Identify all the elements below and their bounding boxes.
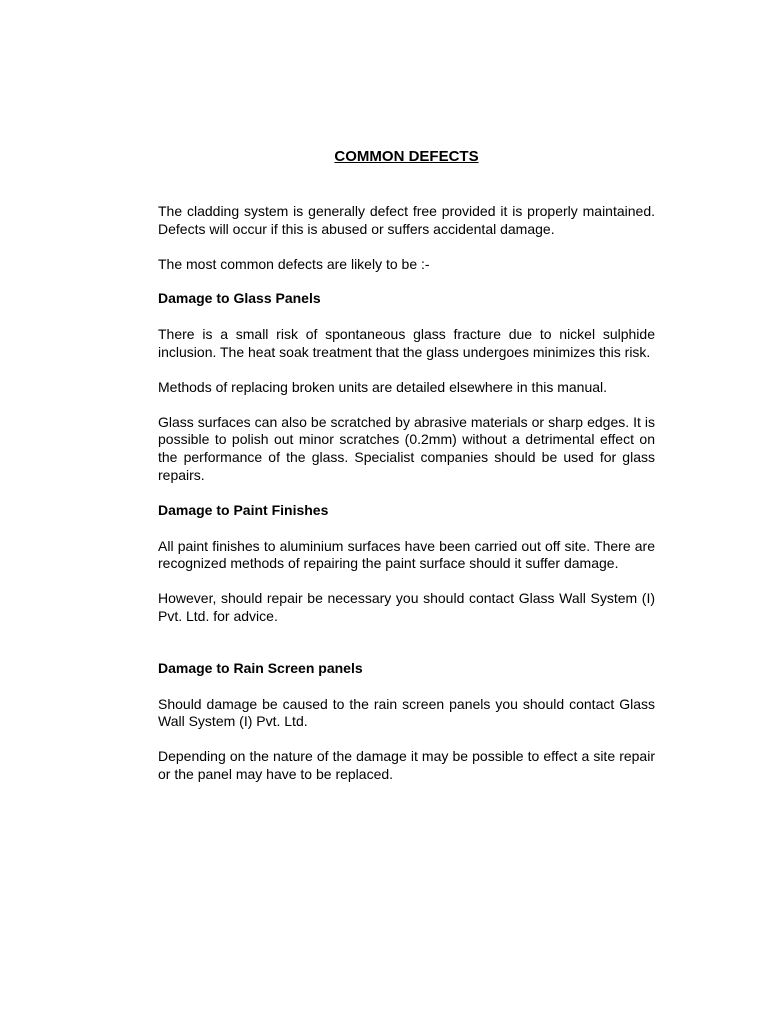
document-body: [158, 148, 655, 801]
replacing-units-paragraph: Methods of replacing broken units are detailed elsewhere in this manual.: [158, 378, 608, 395]
paint-finishes-paragraph: All paint finishes to aluminium surfaces have been carried out off site. There are recognized methods of repairing the paint surface should it suffer damage.: [158, 537, 655, 572]
rain-screen-contact-paragraph: Should damage be caused to the rain screen panels you should contact Glass Wall System (I) Pvt. Ltd.: [158, 695, 655, 730]
paint-repair-contact-paragraph: However, should repair be necessary you should contact Glass Wall System (I) Pvt. Ltd. for advice.: [158, 590, 655, 624]
rain-screen-repair-paragraph: Depending on the nature of the damage it may be possible to effect a site repair or the panel may have to be replaced.: [158, 748, 655, 782]
paint-finishes-heading: Damage to Paint Finishes: [158, 501, 329, 518]
intro-paragraph: The cladding system is generally defect free provided it is properly maintained. Defects will occur if this is abused or suffers accidental damage.: [158, 203, 655, 237]
section-spacer: [158, 643, 655, 660]
glass-fracture-paragraph: There is a small risk of spontaneous glass fracture due to nickel sulphide inclusion. The heat soak treatment that the glass undergoes minimizes this risk.: [158, 326, 655, 360]
glass-panels-heading: Damage to Glass Panels: [158, 290, 321, 307]
glass-scratches-paragraph: Glass surfaces can also be scratched by abrasive materials or sharp edges. It is possible to polish out minor scratches (0.2mm) without a detrimental effect on the performance of the glass. Specialist companies should be used for glass repairs.: [158, 413, 655, 483]
page-title: COMMON DEFECTS: [334, 148, 479, 165]
intro-lead-paragraph: The most common defects are likely to be :-: [158, 255, 430, 272]
rain-screen-heading: Damage to Rain Screen panels: [158, 659, 363, 676]
